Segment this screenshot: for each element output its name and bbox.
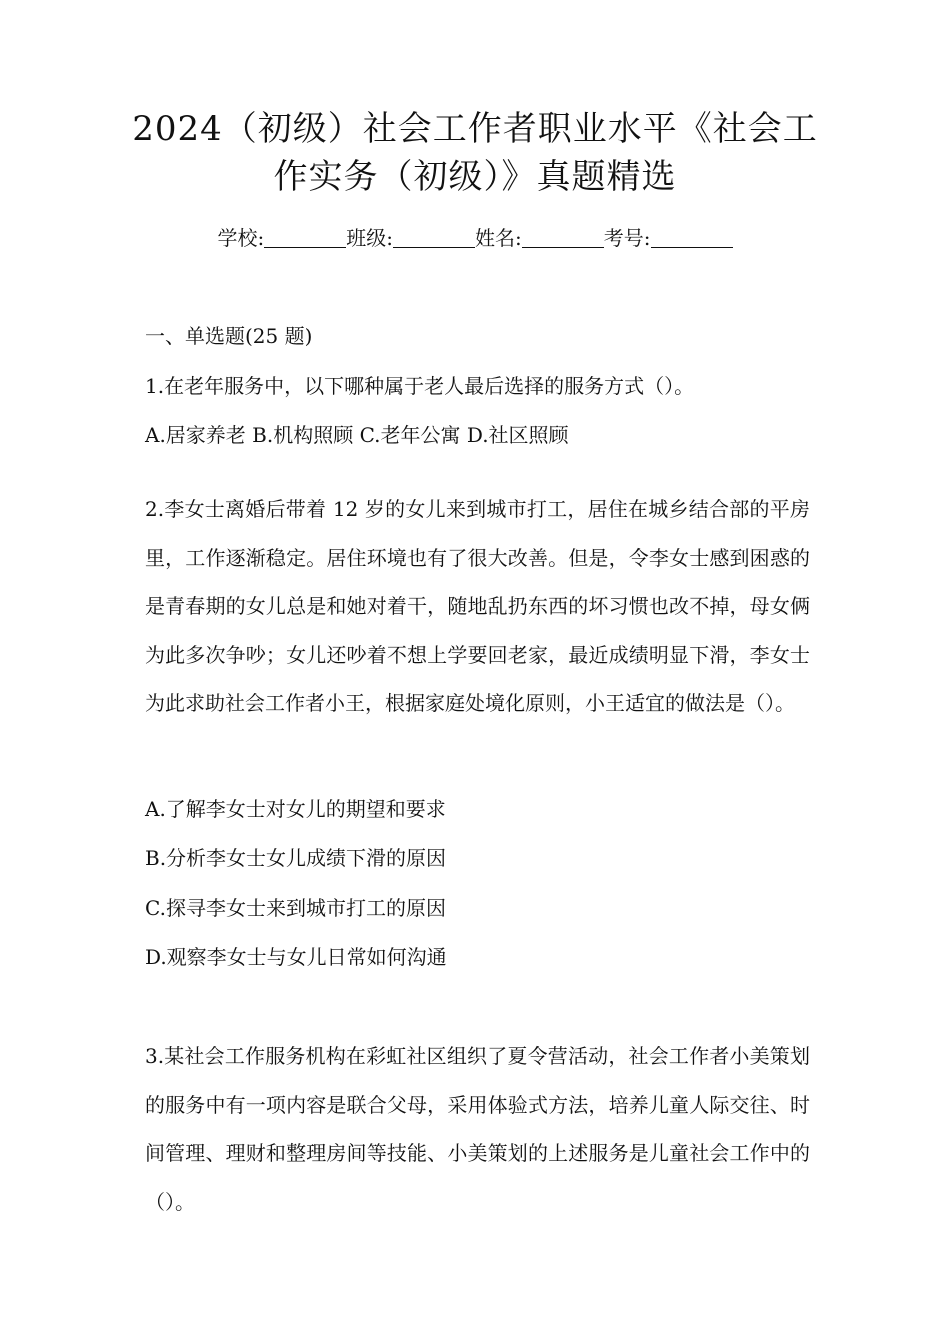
question-2-option-c: C.探寻李女士来到城市打工的原因	[145, 896, 446, 920]
question-1-options: A.居家养老 B.机构照顾 C.老年公寓 D.社区照顾	[145, 423, 569, 447]
question-2-option-d: D.观察李女士与女儿日常如何沟通	[145, 945, 447, 969]
document-title-line-2: 作实务（初级）》真题精选	[273, 157, 677, 197]
school-blank	[264, 227, 346, 248]
student-info-row	[0, 224, 950, 252]
class-label: 班级:	[346, 226, 393, 250]
name-blank	[522, 227, 604, 248]
school-label: 学校:	[217, 226, 265, 250]
question-1-stem: 1.在老年服务中，以下哪种属于老人最后选择的服务方式（）。	[145, 374, 695, 398]
question-2-option-a: A.了解李女士对女儿的期望和要求	[145, 797, 446, 821]
section-heading: 一、单选题(25 题)	[145, 324, 313, 348]
number-label: 考号:	[603, 226, 651, 250]
question-2-option-b: B.分析李女士女儿成绩下滑的原因	[145, 846, 447, 870]
name-label: 姓名:	[475, 226, 522, 250]
class-blank	[393, 227, 475, 248]
number-blank	[651, 227, 733, 248]
document-title-line-1: 2024（初级）社会工作者职业水平《社会工	[132, 109, 818, 149]
question-3-stem: 3.某社会工作服务机构在彩虹社区组织了夏令营活动，社会工作者小美策划的服务中有一项内容是联合父母，采用体验式方法，培养儿童人际交往、时间管理、理财和整理房间等技能、小美策划的上述服务是儿童社会工作中的（）。	[145, 1044, 810, 1214]
question-2-stem: 2.李女士离婚后带着 12 岁的女儿来到城市打工，居住在城乡结合部的平房里，工作逐渐稳定。居住环境也有了很大改善。但是，令李女士感到困惑的是青春期的女儿总是和她对着干，随地乱扔东西的坏习惯也改不掉，母女俩为此多次争吵；女儿还吵着不想上学要回老家，最近成绩明显下滑，李女士为此求助社会工作者小王，根据家庭处境化原则，小王适宜的做法是（）。	[145, 497, 810, 715]
